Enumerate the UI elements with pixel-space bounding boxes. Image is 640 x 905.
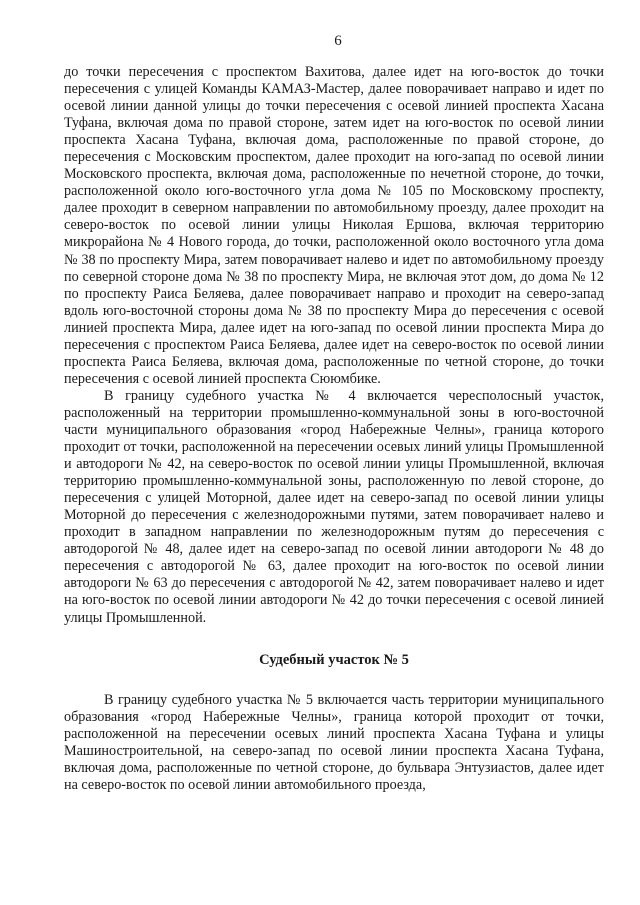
paragraph-district-5-boundary: В границу судебного участка № 5 включается часть территории муниципального образования «город Набережные Челны», граница которой проходит от точки, расположенной на пересечении осевых линий проспекта Хасана Туфана и улицы Машиностроительной, на северо-запад по осевой линии проспекта Хасана Туфана, включая дома, расположенные по четной стороне, до бульвара Энтузиастов, далее идет на северо-восток по осевой линии автомобильного проезда, — [64, 691, 604, 793]
paragraph-district-4-enclave: В границу судебного участка № 4 включается чересполосный участок, расположенный на территории промышленно-коммунальной зоны в юго-восточной части муниципального образования «город Набережные Челны», граница которого проходит от точки, расположенной на пересечении осевых линий улицы Промышленной и автодороги № 42, на северо-восток по осевой линии улицы Промышленной, включая территорию промышленно-коммунальной зоны, расположенную по левой стороне, до пересечения с улицей Моторной, далее идет на северо-запад по осевой линии улицы Моторной до пересечения с железнодорожными путями, затем поворачивает налево и проходит в западном направлении по железнодорожным путям до пересечения с автодорогой № 48, далее идет на северо-запад по осевой линии автодороги № 48 до пересечения с автодорогой № 63, далее проходит на юго-восток по осевой линии автодороги № 63 до пересечения с автодорогой № 42, затем поворачивает налево и идет на юго-восток по осевой линии автодороги № 42 до точки пересечения с осевой линией улицы Промышленной. — [64, 387, 604, 626]
paragraph-continuation: до точки пересечения с проспектом Вахитова, далее идет на юго-восток до точки пересечения с улицей Команды КАМАЗ-Мастер, далее поворачивает направо и идет по осевой линии данной улицы до точки пересечения с осевой линией проспекта Хасана Туфана, включая дома по правой стороне, затем идет на юго-восток по осевой линии проспекта Хасана Туфана, включая дома, расположенные по правой стороне, до пересечения с Московским проспектом, далее проходит на юго-запад по осевой линии Московского проспекта, включая дома, расположенные по нечетной стороне, до точки, расположенной около юго-восточного угла дома № 105 по Московскому проспекту, далее проходит в северном направлении по автомобильному проезду, далее проходит на северо-восток по осевой линии улицы Николая Ершова, включая территорию микрорайона № 4 Нового города, до точки, расположенной около восточного угла дома № 38 по проспекту Мира, затем поворачивает налево и идет по автомобильному проезду по северной стороне дома № 38 по проспекту Мира, не включая этот дом, до дома № 12 по проспекту Раиса Беляева, далее поворачивает направо и проходит на северо-запад вдоль юго-восточной стороны дома № 38 по проспекту Мира до пересечения с осевой линией проспекта Мира, далее идет на юго-запад по осевой линии проспекта Мира до пересечения с проспектом Раиса Беляева, далее идет на северо-восток по осевой линии проспекта Раиса Беляева, включая дома, расположенные по четной стороне, до точки пересечения с осевой линией проспекта Сююмбике. — [64, 64, 604, 387]
section-title-district-5: Судебный участок № 5 — [259, 651, 409, 668]
page-number: 6 — [334, 33, 342, 49]
document-body — [64, 64, 604, 794]
